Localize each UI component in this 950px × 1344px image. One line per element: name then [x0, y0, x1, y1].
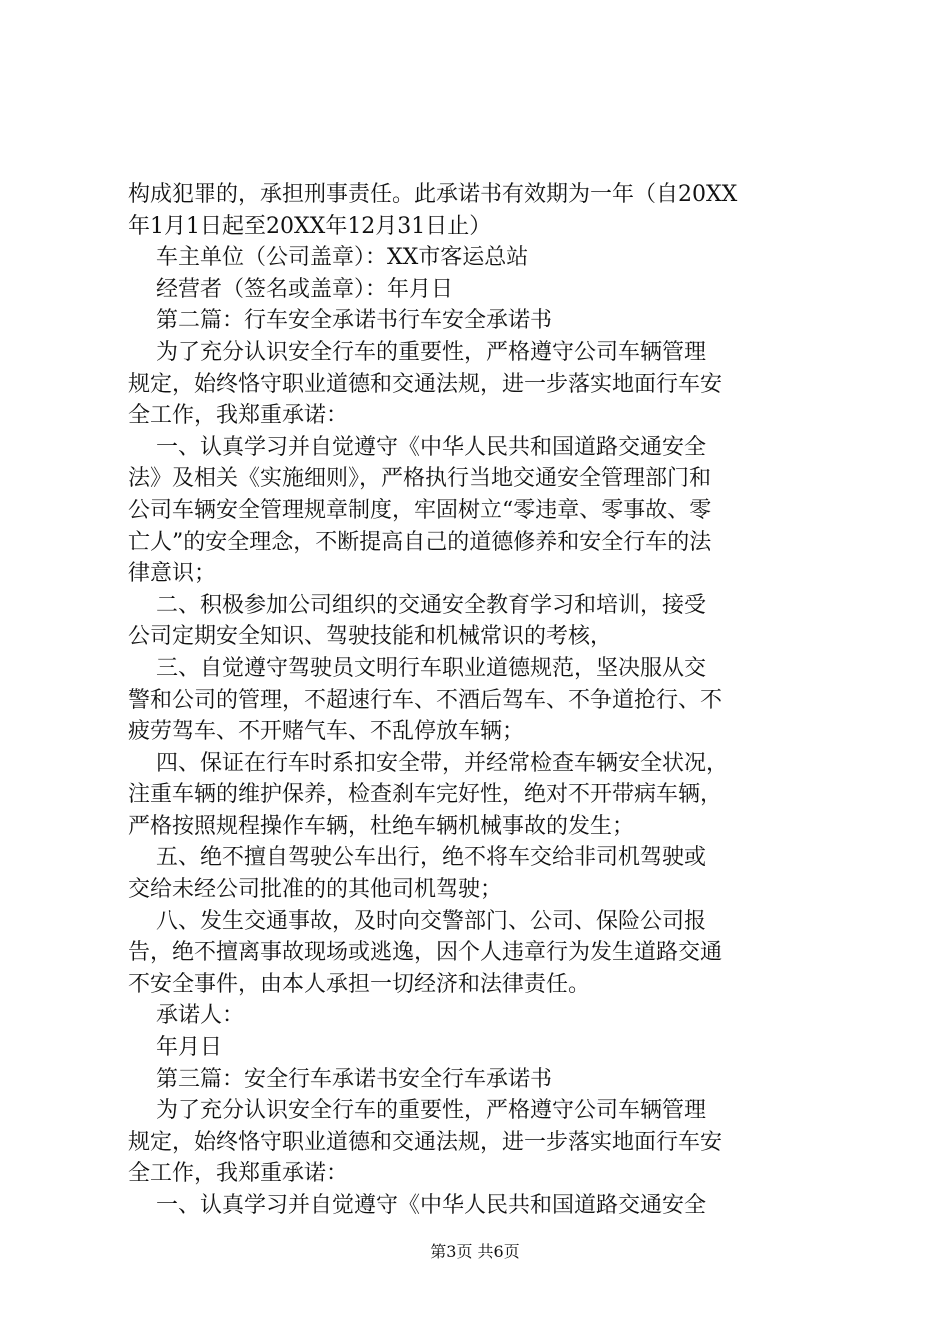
- text-line: 疲劳驾车、不开赌气车、不乱停放车辆；: [128, 719, 525, 745]
- text-line: 律意识；: [128, 561, 217, 587]
- text-line: 告，绝不擅离事故现场或逃逸，因个人违章行为发生道路交通: [128, 940, 723, 966]
- text-line: 第三篇：安全行车承诺书安全行车承诺书: [128, 1066, 552, 1092]
- text-line: 第二篇：行车安全承诺书行车安全承诺书: [128, 308, 552, 334]
- text-line: 一、认真学习并自觉遵守《中华人民共和国道路交通安全: [128, 434, 706, 460]
- text-line: 法》及相关《实施细则》，严格执行当地交通安全管理部门和: [128, 466, 712, 492]
- text-line: 全工作，我郑重承诺：: [128, 403, 349, 429]
- text-line: 三、自觉遵守驾驶员文明行车职业道德规范，坚决服从交: [128, 655, 706, 681]
- text-line: 注重车辆的维护保养，检查刹车完好性，绝对不开带病车辆，: [128, 782, 723, 808]
- text-line: 严格按照规程操作车辆，杜绝车辆机械事故的发生；: [128, 813, 635, 839]
- page-footer: 第3页 共6页: [430, 1242, 520, 1261]
- text-line: 全工作，我郑重承诺：: [128, 1161, 349, 1187]
- text-line: 承诺人：: [128, 1003, 244, 1029]
- text-line: 年月日: [128, 1035, 222, 1061]
- text-line: 为了充分认识安全行车的重要性，严格遵守公司车辆管理: [128, 339, 706, 365]
- text-line: 五、绝不擅自驾驶公车出行，绝不将车交给非司机驾驶或: [128, 845, 706, 871]
- text-line: 构成犯罪的，承担刑事责任。此承诺书有效期为一年（自20XX: [128, 182, 738, 207]
- text-line: 经营者（签名或盖章）：年月日: [128, 276, 453, 302]
- text-line: 公司车辆安全管理规章制度，牢固树立“零违章、零事故、零: [128, 497, 712, 523]
- text-line: 二、积极参加公司组织的交通安全教育学习和培训，接受: [128, 592, 706, 618]
- document-body: [128, 179, 836, 1222]
- text-line: 为了充分认识安全行车的重要性，严格遵守公司车辆管理: [128, 1098, 706, 1124]
- text-line: 四、保证在行车时系扣安全带，并经常检查车辆安全状况，: [128, 750, 728, 776]
- text-line: 警和公司的管理，不超速行车、不酒后驾车、不争道抢行、不: [128, 687, 723, 713]
- text-line: 规定，始终恪守职业道德和交通法规，进一步落实地面行车安: [128, 1129, 723, 1155]
- text-line: 亡人”的安全理念，不断提高自己的道德修养和安全行车的法: [128, 529, 712, 555]
- text-line: 规定，始终恪守职业道德和交通法规，进一步落实地面行车安: [128, 371, 723, 397]
- text-line: 八、发生交通事故，及时向交警部门、公司、保险公司报: [128, 908, 706, 934]
- text-line: 不安全事件，由本人承担一切经济和法律责任。: [128, 971, 591, 997]
- text-line: 年1月1日起至20XX年12月31日止）: [128, 213, 492, 239]
- text-line: 交给未经公司批准的的其他司机驾驶；: [128, 877, 503, 903]
- text-line: 公司定期安全知识、驾驶技能和机械常识的考核，: [128, 624, 613, 650]
- text-line: 车主单位（公司盖章）：XX市客运总站: [128, 245, 529, 271]
- text-line: 一、认真学习并自觉遵守《中华人民共和国道路交通安全: [128, 1193, 706, 1218]
